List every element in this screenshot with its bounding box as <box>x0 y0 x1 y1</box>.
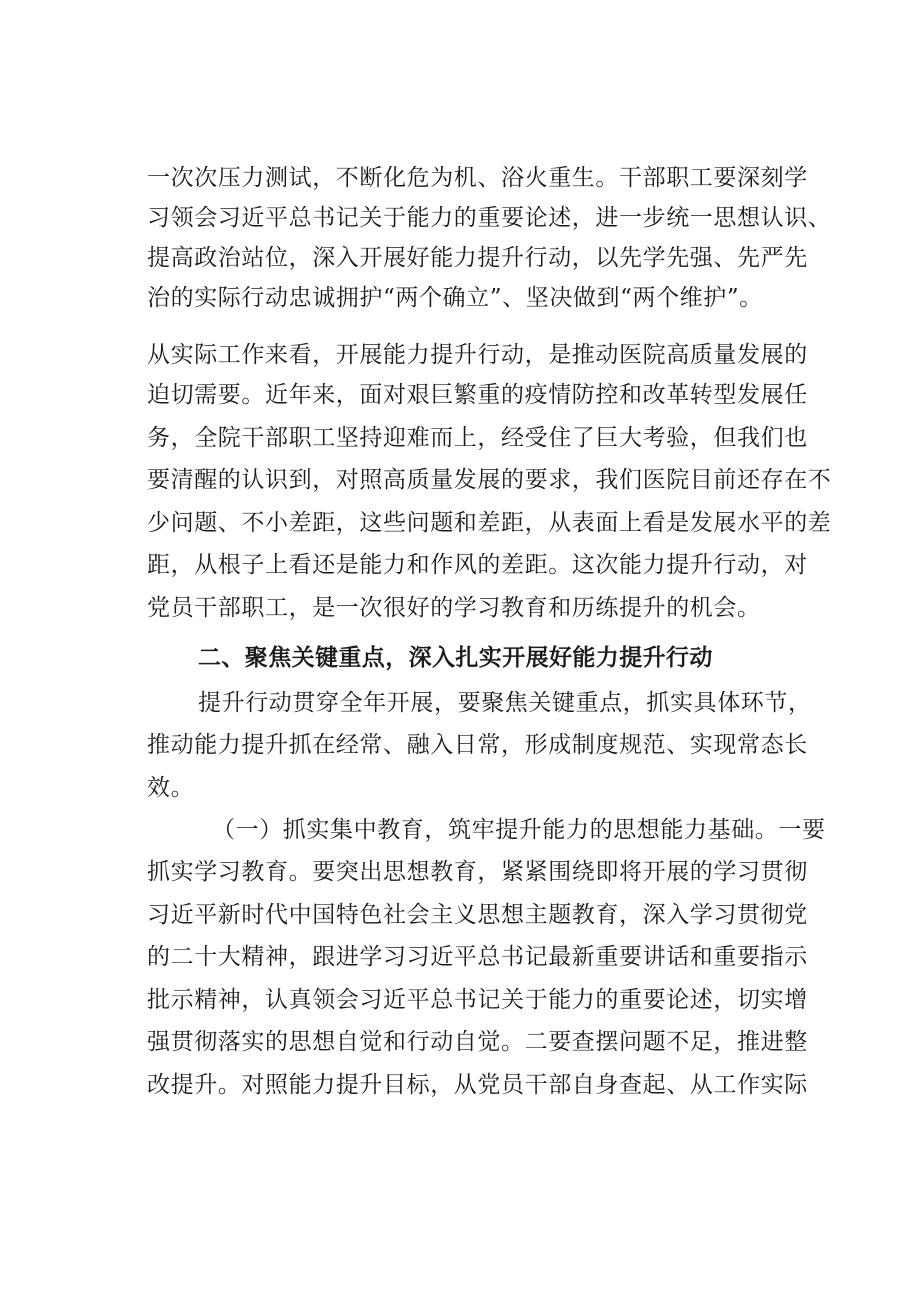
text-line: 一次次压力测试，不断化危为机、浴火重生。干部职工要深刻学 <box>147 165 808 191</box>
text-line: 习领会习近平总书记关于能力的重要论述，进一步统一思想认识、 <box>147 205 832 231</box>
text-line: （一）抓实集中教育，筑牢提升能力的思想能力基础。一要 <box>212 817 826 843</box>
text-line: 抓实学习教育。要突出思想教育，紧紧围绕即将开展的学习贯彻 <box>147 859 808 885</box>
text-line: 的二十大精神，跟进学习习近平总书记最新重要讲话和重要指示 <box>147 944 808 970</box>
text-line: 提升行动贯穿全年开展，要聚焦关键重点，抓实具体环节， <box>198 690 812 716</box>
text-line: 习近平新时代中国特色社会主义思想主题教育，深入学习贯彻党 <box>147 902 808 928</box>
text-line: 党员干部职工，是一次很好的学习教育和历练提升的机会。 <box>147 595 761 621</box>
text-line: 务，全院干部职工坚持迎难而上，经受住了巨大考验，但我们也 <box>147 425 808 451</box>
text-line: 改提升。对照能力提升目标，从党员干部自身查起、从工作实际 <box>147 1072 808 1098</box>
text-line: 批示精神，认真领会习近平总书记关于能力的重要论述，切实增 <box>147 987 808 1013</box>
text-line: 强贯彻落实的思想自觉和行动自觉。二要查摆问题不足，推进整 <box>147 1029 808 1055</box>
text-line: 推动能力提升抓在经常、融入日常，形成制度规范、实现常态长 <box>147 732 808 758</box>
text-line: 少问题、不小差距，这些问题和差距，从表面上看是发展水平的差 <box>147 510 832 536</box>
text-line: 提高政治站位，深入开展好能力提升行动，以先学先强、先严先 <box>147 245 808 271</box>
text-line: 迫切需要。近年来，面对艰巨繁重的疫情防控和改革转型发展任 <box>147 382 808 408</box>
text-line: 要清醒的认识到，对照高质量发展的要求，我们医院目前还存在不 <box>147 467 832 493</box>
text-line: 从实际工作来看，开展能力提升行动，是推动医院高质量发展的 <box>147 342 808 368</box>
section-heading: 二、聚焦关键重点，深入扎实开展好能力提升行动 <box>198 645 713 671</box>
text-line: 效。 <box>147 775 195 801</box>
text-line: 距，从根子上看还是能力和作风的差距。这次能力提升行动，对 <box>147 552 808 578</box>
text-line: 治的实际行动忠诚拥护“两个确立”、坚决做到“两个维护”。 <box>147 285 763 311</box>
